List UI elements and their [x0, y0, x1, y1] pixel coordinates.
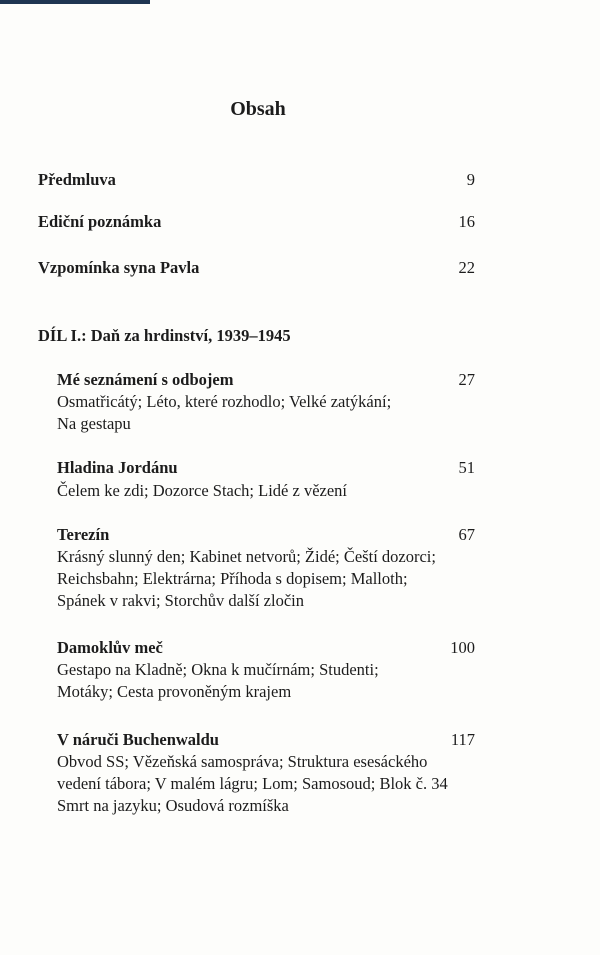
chapter-title: Hladina Jordánu: [57, 458, 178, 477]
chapter-entry: [57, 369, 475, 391]
section-line: Osmatřicátý; Léto, které rozhodlo; Velké zatýkání;: [57, 392, 392, 411]
entry-label: Ediční poznámka: [38, 212, 162, 231]
chapter-entry: [57, 729, 475, 751]
chapter-title: Damoklův meč: [57, 638, 163, 657]
chapter-title: V náruči Buchenwaldu: [57, 730, 219, 749]
section-line: Smrt na jazyku; Osudová rozmíška: [57, 796, 289, 815]
section-line: Obvod SS; Vězeňská samospráva; Struktura esesáckého: [57, 752, 428, 771]
entry-label: Předmluva: [38, 170, 116, 189]
section-line: Motáky; Cesta provoněným krajem: [57, 682, 292, 701]
chapter-entry: [57, 524, 475, 546]
chapter-title: Terezín: [57, 525, 110, 544]
chapter-entry: [57, 637, 475, 659]
chapter-entry: [57, 457, 475, 479]
entry-page: 16: [458, 212, 475, 231]
toc-entry: [38, 257, 475, 279]
chapter-sections: [57, 480, 347, 502]
part-heading: DÍL I.: Daň za hrdinství, 1939–1945: [38, 326, 291, 345]
chapter-title: Mé seznámení s odbojem: [57, 370, 234, 389]
entry-page: 22: [458, 258, 475, 277]
section-line: vedení tábora; V malém lágru; Lom; Samosoud; Blok č. 34: [57, 774, 448, 793]
chapter-page: 67: [458, 525, 475, 544]
section-line: Reichsbahn; Elektrárna; Příhoda s dopisem; Malloth;: [57, 569, 408, 588]
chapter-sections: [57, 391, 391, 435]
toc-entry: [38, 211, 475, 233]
entry-page: 9: [466, 170, 475, 189]
section-line: Čelem ke zdi; Dozorce Stach; Lidé z vězení: [57, 481, 347, 500]
chapter-page: 117: [450, 730, 475, 749]
section-line: Na gestapu: [57, 414, 131, 433]
entry-label: Vzpomínka syna Pavla: [38, 258, 200, 277]
scan-edge: [0, 0, 150, 4]
chapter-sections: [57, 546, 436, 612]
chapter-sections: [57, 659, 379, 703]
section-line: Spánek v rakvi; Storchův další zločin: [57, 591, 304, 610]
chapter-page: 51: [458, 458, 475, 477]
page-title: Obsah: [230, 98, 286, 120]
toc-entry: [38, 169, 475, 191]
chapter-page: 27: [458, 370, 475, 389]
chapter-sections: [57, 751, 448, 817]
chapter-page: 100: [450, 638, 475, 657]
section-line: Krásný slunný den; Kabinet netvorů; Židé; Čeští dozorci;: [57, 547, 436, 566]
section-line: Gestapo na Kladně; Okna k mučírnám; Studenti;: [57, 660, 379, 679]
